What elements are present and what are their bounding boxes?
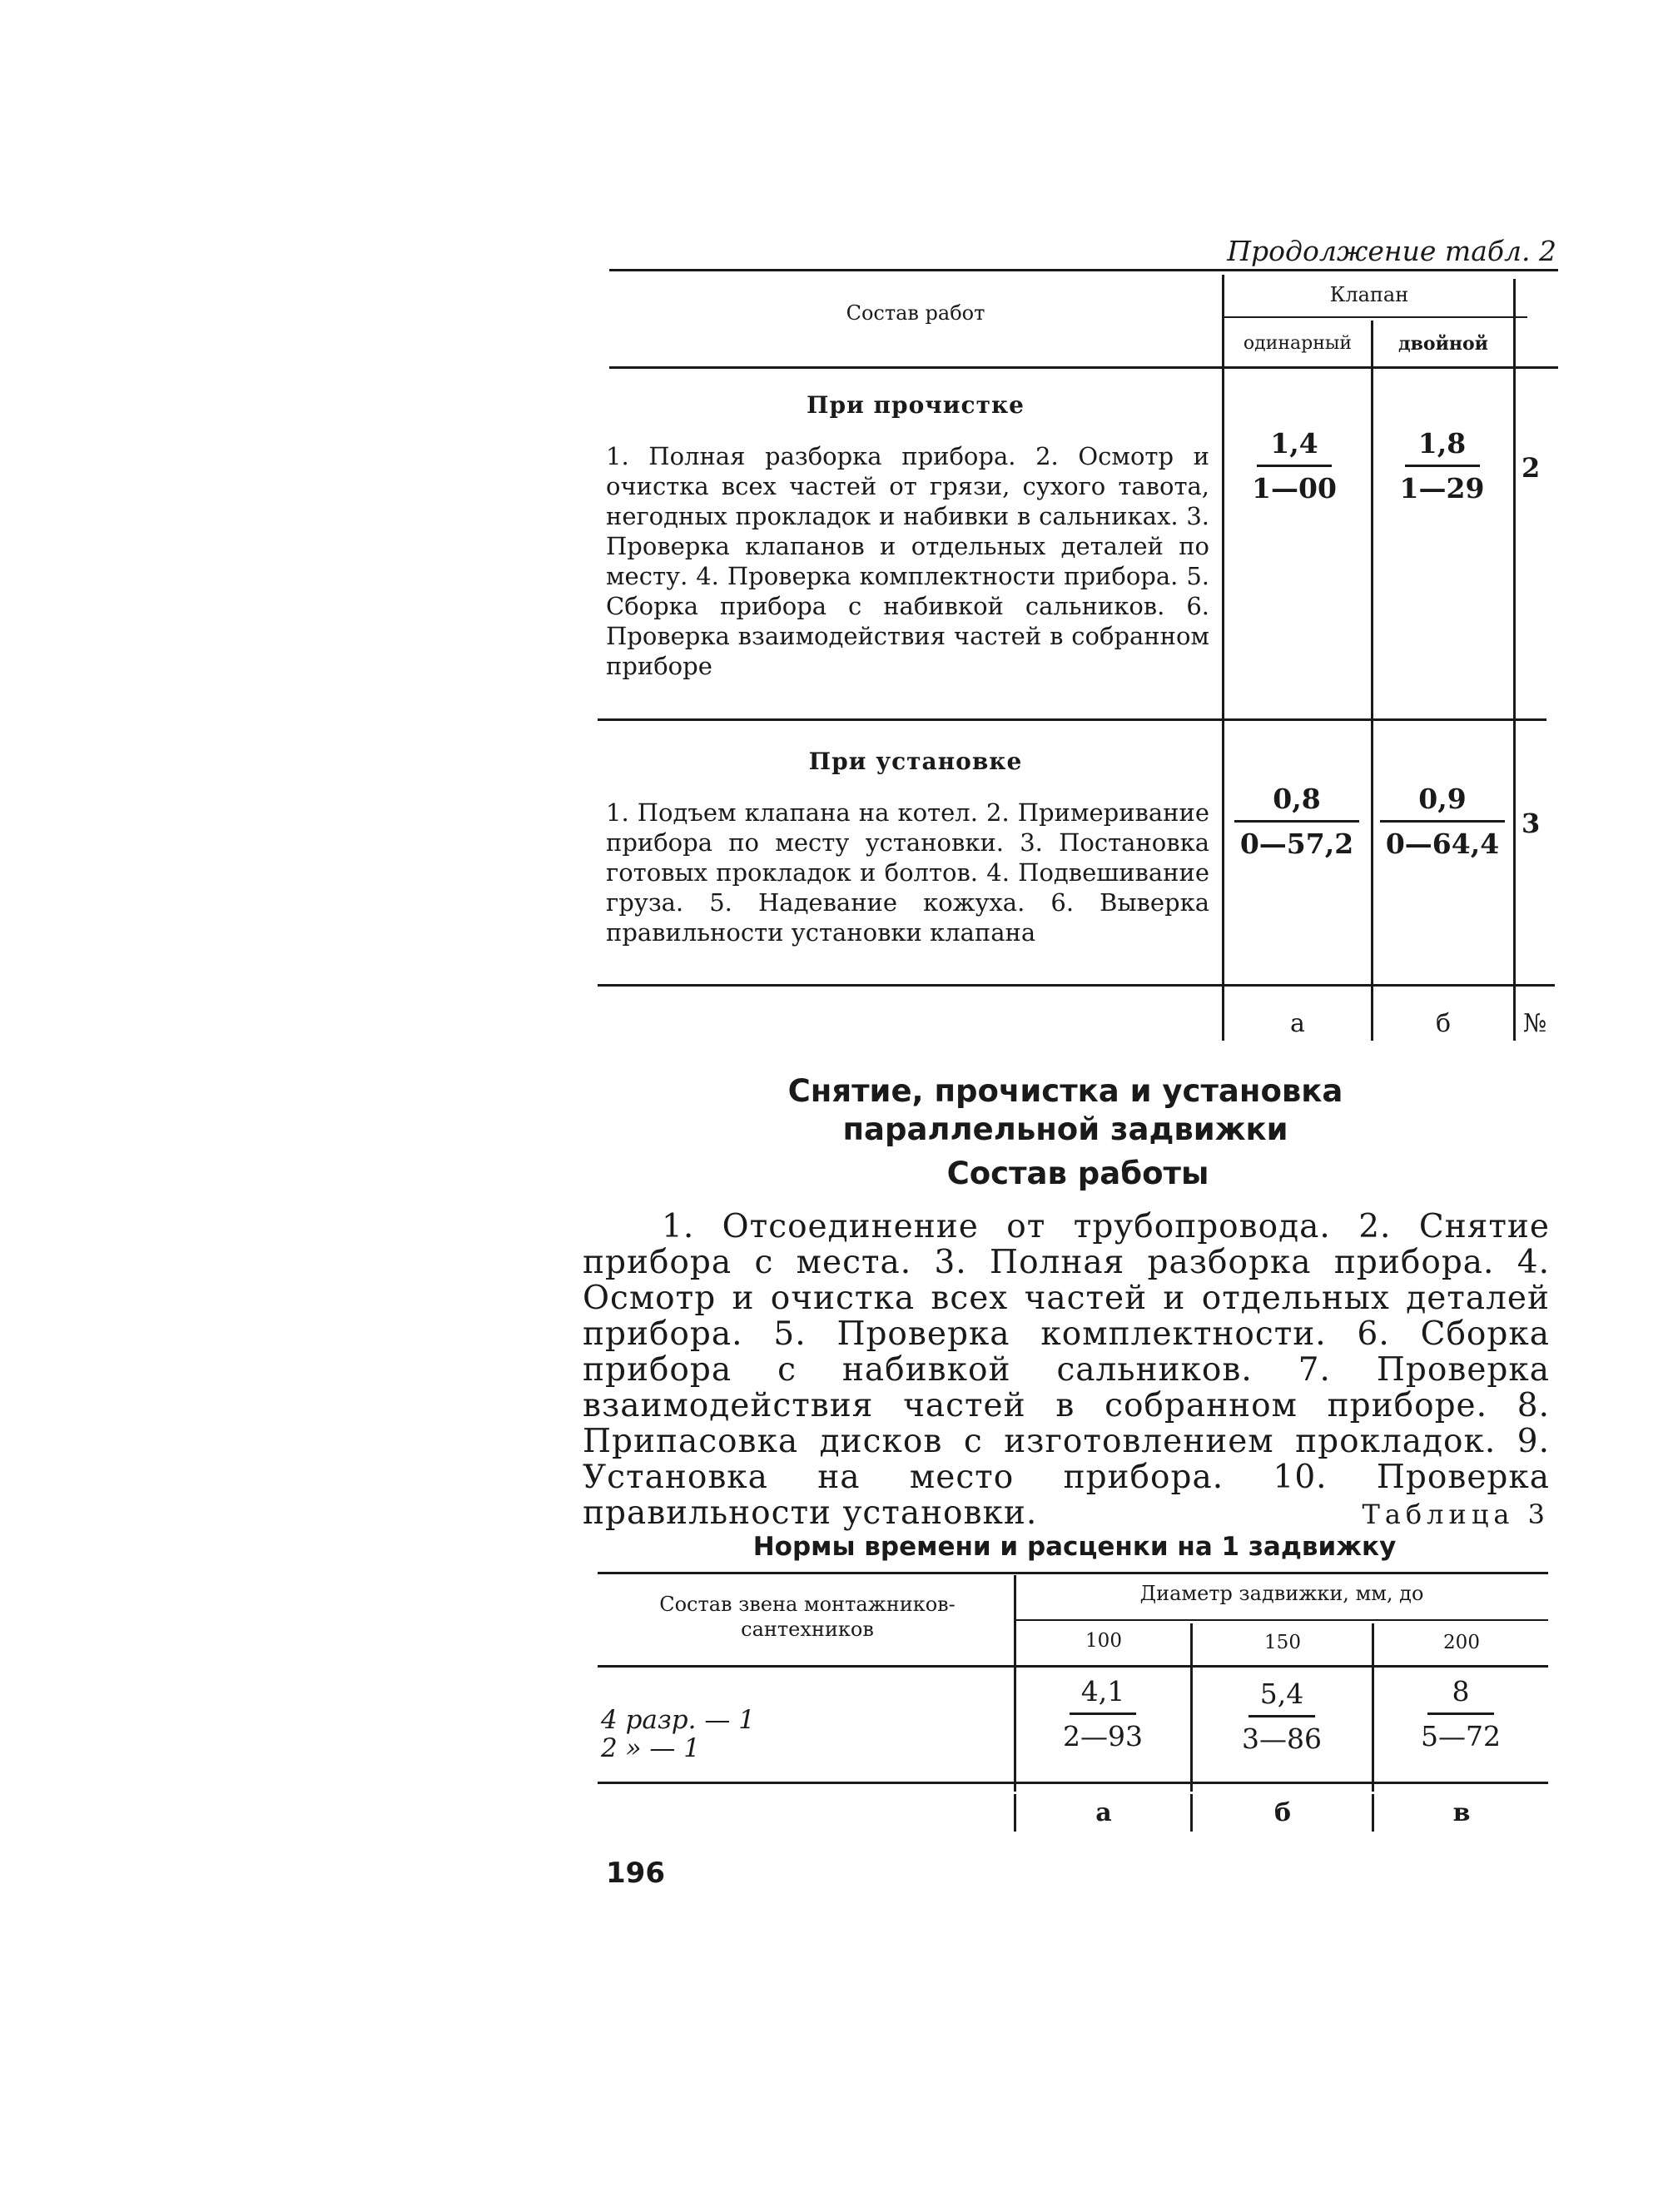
norm-time: 0,8 bbox=[1273, 783, 1321, 815]
table3-caption: Нормы времени и расценки на 1 задвижку bbox=[752, 1532, 1397, 1562]
table2-row2-heading: При установке bbox=[808, 748, 1023, 775]
table3-col-divider-1 bbox=[1014, 1575, 1016, 1792]
table3-crew-line2: 2 » — 1 bbox=[601, 1733, 700, 1763]
price: 1—29 bbox=[1399, 472, 1485, 505]
table2-footer-divider-3 bbox=[1513, 999, 1516, 1041]
table2-row2-single bbox=[1230, 783, 1363, 860]
table3-col-divider-3 bbox=[1372, 1623, 1374, 1792]
table3-header-d150: 150 bbox=[1264, 1632, 1301, 1653]
table2-col-divider-1 bbox=[1222, 275, 1224, 999]
table2-row1-double bbox=[1378, 427, 1507, 505]
table2-header-rule bbox=[609, 366, 1558, 369]
table3-footer-divider-1 bbox=[1014, 1794, 1016, 1832]
table3-header-rule bbox=[598, 1665, 1548, 1668]
price: 5—72 bbox=[1421, 1720, 1501, 1752]
norm-time: 1,4 bbox=[1270, 427, 1318, 460]
table3-bottom-rule bbox=[598, 1782, 1548, 1784]
section-body: 1. Отсоединение от трубопровода. 2. Снятие прибора с места. 3. Полная разборка прибора. 4. Осмотр и очистка всех частей и отдельных деталей прибора. 5. Проверка комплектности. 6. Сборка прибора с набивкой сальников. 7. Проверка взаимодействия частей в собранном приборе. 8. Припасовка дисков с изготовлением прокладок. 9. Установка на место прибора. 10. Проверка правильности установки. bbox=[583, 1208, 1550, 1532]
table3-cell-150 bbox=[1224, 1678, 1340, 1755]
table2-header-work: Состав работ bbox=[846, 301, 985, 325]
table3-label: Таблица 3 bbox=[1362, 1499, 1550, 1530]
table3-header-d100: 100 bbox=[1085, 1630, 1122, 1652]
table3-header-diameter: Диаметр задвижки, мм, до bbox=[1139, 1582, 1424, 1605]
table2-valve-rule bbox=[1224, 316, 1527, 318]
norm-time: 8 bbox=[1452, 1675, 1470, 1707]
table3-crew-line1: 4 разр. — 1 bbox=[601, 1705, 755, 1735]
table3-footer-c: в bbox=[1452, 1798, 1471, 1827]
norm-time: 4,1 bbox=[1080, 1675, 1125, 1707]
table2-row2-text: 1. Подъем клапана на котел. 2. Примеривание прибора по месту установки. 3. Постановка готовых прокладок и болтов. 4. Подвешивание груза. 5. Надевание кожуха. 6. Выверка правильности установки клапана bbox=[606, 798, 1209, 947]
table3-diameter-rule bbox=[1015, 1619, 1548, 1621]
price: 0—57,2 bbox=[1239, 828, 1354, 860]
table3-cell-100 bbox=[1045, 1675, 1161, 1752]
table2-header-valve: Клапан bbox=[1329, 283, 1409, 306]
norm-time: 0,9 bbox=[1418, 783, 1467, 815]
price: 3—86 bbox=[1242, 1722, 1322, 1755]
table3-header-d200: 200 bbox=[1443, 1632, 1480, 1653]
table3-cell-200 bbox=[1402, 1675, 1519, 1752]
table2-footer-b: б bbox=[1435, 1009, 1452, 1038]
table3-footer-divider-3 bbox=[1372, 1794, 1374, 1832]
table2-row1-heading: При прочистке bbox=[807, 391, 1025, 419]
norm-time: 5,4 bbox=[1259, 1678, 1304, 1710]
price: 1—00 bbox=[1252, 472, 1337, 505]
table3-col-divider-2 bbox=[1190, 1623, 1193, 1792]
table3-footer-divider-2 bbox=[1190, 1794, 1193, 1832]
table3-footer-a: а bbox=[1095, 1798, 1112, 1827]
price: 2—93 bbox=[1063, 1720, 1143, 1752]
price: 0—64,4 bbox=[1385, 828, 1500, 860]
page-number: 196 bbox=[606, 1857, 665, 1890]
table3-footer-b: б bbox=[1273, 1798, 1291, 1827]
table2-col-divider-2 bbox=[1371, 321, 1373, 999]
table2-row2-number: 3 bbox=[1522, 808, 1541, 839]
section-subtitle: Состав работы bbox=[946, 1156, 1209, 1191]
table2-row2-double bbox=[1375, 783, 1510, 860]
table2-top-rule bbox=[609, 269, 1558, 271]
norm-time: 1,8 bbox=[1417, 427, 1467, 460]
table3-top-rule bbox=[598, 1572, 1548, 1574]
table2-row1-text: 1. Полная разборка прибора. 2. Осмотр и очистка всех частей от грязи, сухого тавота, негодных прокладок и набивки в сальниках. 3. Проверка клапанов и отдельных деталей по месту. 4. Проверка комплектности прибора. 5. Сборка прибора с набивкой сальников. 6. Проверка взаимодействия частей в собранном приборе bbox=[606, 442, 1209, 680]
table2-footer-num: № bbox=[1523, 1009, 1547, 1038]
table2-header-double: двойной bbox=[1397, 333, 1489, 355]
table2-bottom-rule bbox=[598, 984, 1555, 987]
table3-header-crew: Состав звена монтажников-сантехников bbox=[659, 1593, 956, 1641]
section-title: Снятие, прочистка и установка параллельной задвижки bbox=[787, 1073, 1343, 1147]
table-continuation-label: Продолжение табл. 2 bbox=[1227, 235, 1556, 267]
table2-row1-number: 2 bbox=[1522, 452, 1541, 484]
table2-footer-a: а bbox=[1290, 1009, 1305, 1038]
table2-row-rule bbox=[598, 718, 1546, 721]
table2-header-single: одинарный bbox=[1243, 333, 1353, 354]
table2-col-divider-3 bbox=[1513, 279, 1516, 999]
table2-row1-single bbox=[1232, 427, 1357, 505]
